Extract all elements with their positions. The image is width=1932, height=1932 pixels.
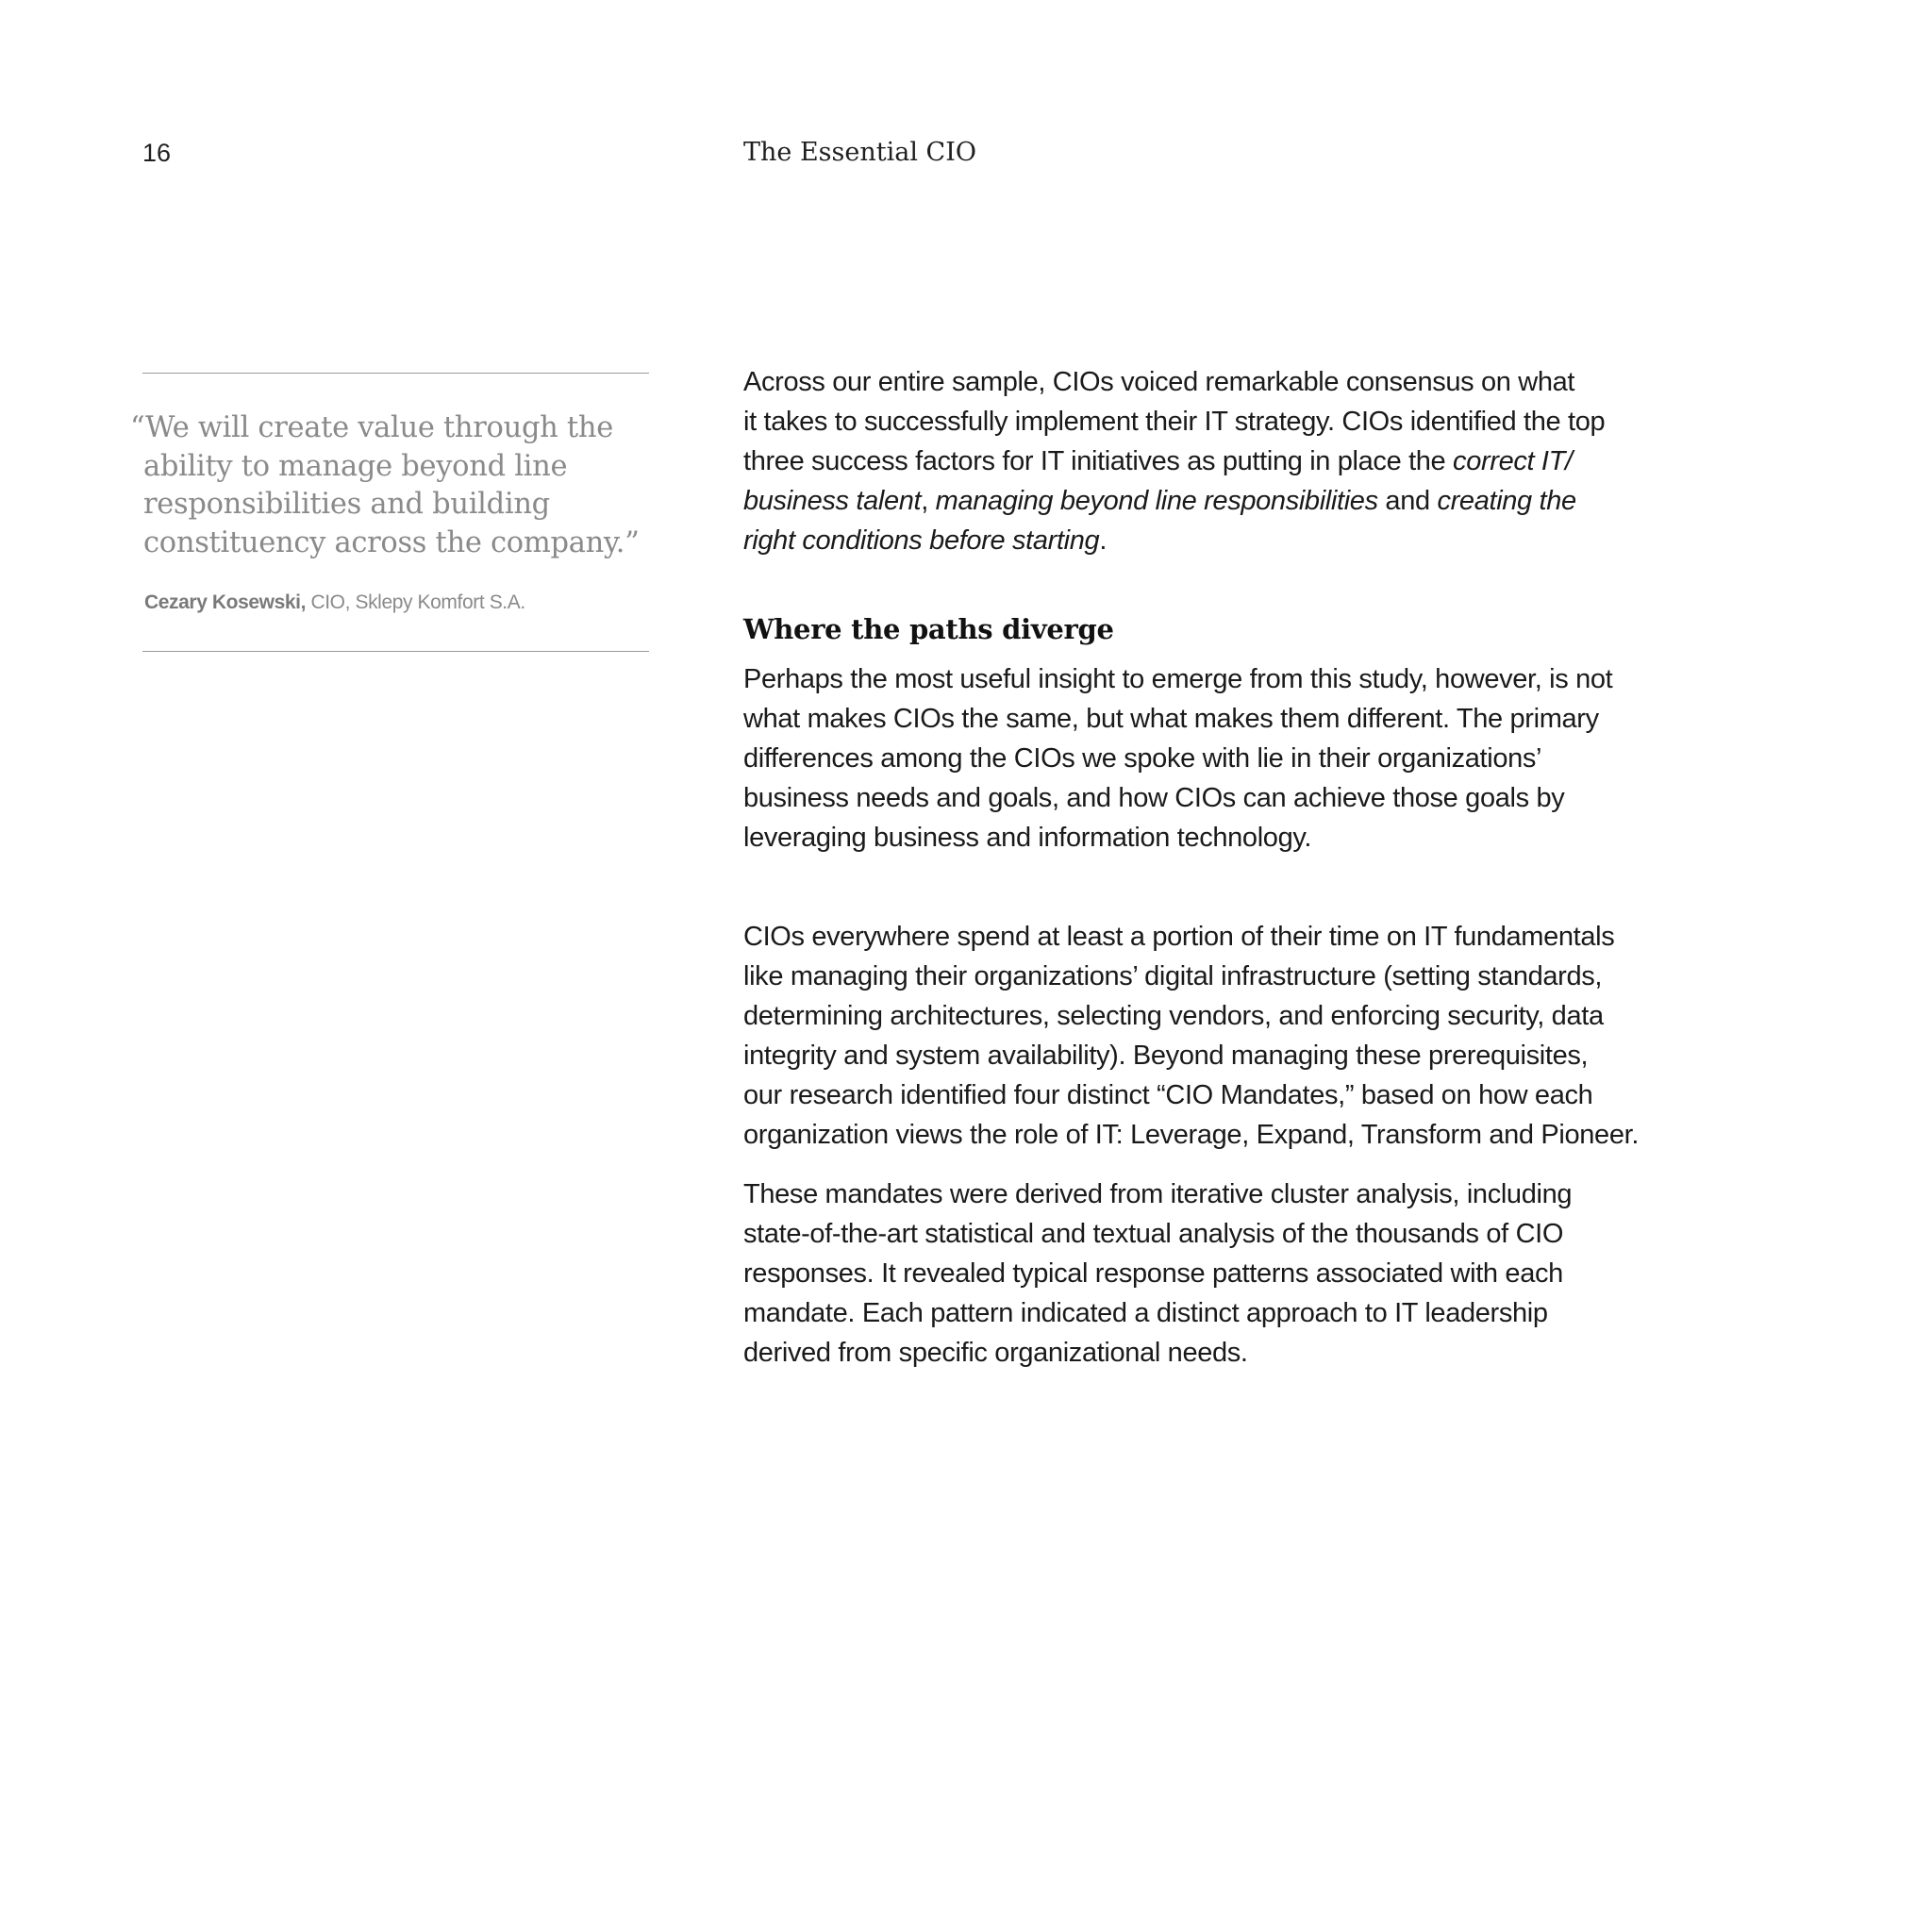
text-line: determining architectures, selecting vendors, and enforcing security, data (743, 1001, 1604, 1031)
quote-line: constituency across the company.” (143, 525, 640, 559)
text-line: These mandates were derived from iterative cluster analysis, including (743, 1179, 1573, 1209)
body-paragraph (743, 917, 1639, 1155)
text-line: CIOs everywhere spend at least a portion of their time on IT fundamentals (743, 922, 1615, 952)
text-line (743, 441, 1649, 481)
quote-bottom-divider (142, 651, 649, 652)
text-line: responses. It revealed typical response patterns associated with each (743, 1258, 1563, 1289)
emphasis-text: correct IT/ (1453, 446, 1573, 476)
text-line (743, 481, 1649, 521)
text-line: differences among the CIOs we spoke with lie in their organizations’ (743, 743, 1542, 774)
text-line: state-of-the-art statistical and textual analysis of the thousands of CIO (743, 1219, 1564, 1249)
quote-line: ability to manage beyond line (143, 449, 568, 483)
main-text-column (743, 362, 1649, 1368)
text-line: mandate. Each pattern indicated a distinct approach to IT leadership (743, 1298, 1548, 1328)
text-line: derived from specific organizational needs. (743, 1338, 1248, 1368)
text-line: business needs and goals, and how CIOs can achieve those goals by (743, 783, 1565, 813)
text-line: our research identified four distinct “CIO Mandates,” based on how each (743, 1080, 1593, 1110)
emphasis-text: right conditions before starting (743, 525, 1100, 556)
text-run: , (921, 486, 936, 516)
text-line: leveraging business and information technology. (743, 823, 1312, 853)
text-line: what makes CIOs the same, but what makes them different. The primary (743, 704, 1599, 734)
text-line (743, 521, 1649, 560)
emphasis-text: creating the (1437, 486, 1576, 516)
attribution-name: Cezary Kosewski, (144, 591, 307, 613)
text-run: . (1099, 525, 1108, 556)
quote-line: responsibilities and building (143, 488, 550, 521)
text-line: it takes to successfully implement their IT strategy. CIOs identified the top (743, 407, 1606, 437)
quote-line: “We will create value through the (130, 411, 613, 444)
text-run: and (1377, 486, 1438, 516)
quote-top-divider (142, 373, 649, 374)
running-title: The Essential CIO (743, 138, 977, 167)
body-paragraph (743, 1174, 1572, 1373)
text-line: Across our entire sample, CIOs voiced remarkable consensus on what (743, 367, 1575, 397)
emphasis-text: managing beyond line responsibilities (935, 486, 1378, 516)
pull-quote (130, 409, 658, 562)
section-heading: Where the paths diverge (743, 613, 1114, 645)
text-line: Perhaps the most useful insight to emerge from this study, however, is not (743, 664, 1613, 694)
intro-paragraph (743, 362, 1649, 560)
page-number: 16 (142, 139, 172, 167)
text-line: like managing their organizations’ digital infrastructure (setting standards, (743, 961, 1603, 991)
attribution-role: CIO, Sklepy Komfort S.A. (306, 591, 525, 613)
text-run: three success factors for IT initiatives as putting in place the (743, 446, 1454, 476)
text-line: integrity and system availability). Beyond managing these prerequisites, (743, 1041, 1589, 1071)
quote-attribution (144, 590, 525, 616)
text-line: organization views the role of IT: Leverage, Expand, Transform and Pioneer. (743, 1120, 1640, 1150)
emphasis-text: business talent (743, 486, 922, 516)
body-paragraph (743, 659, 1612, 858)
